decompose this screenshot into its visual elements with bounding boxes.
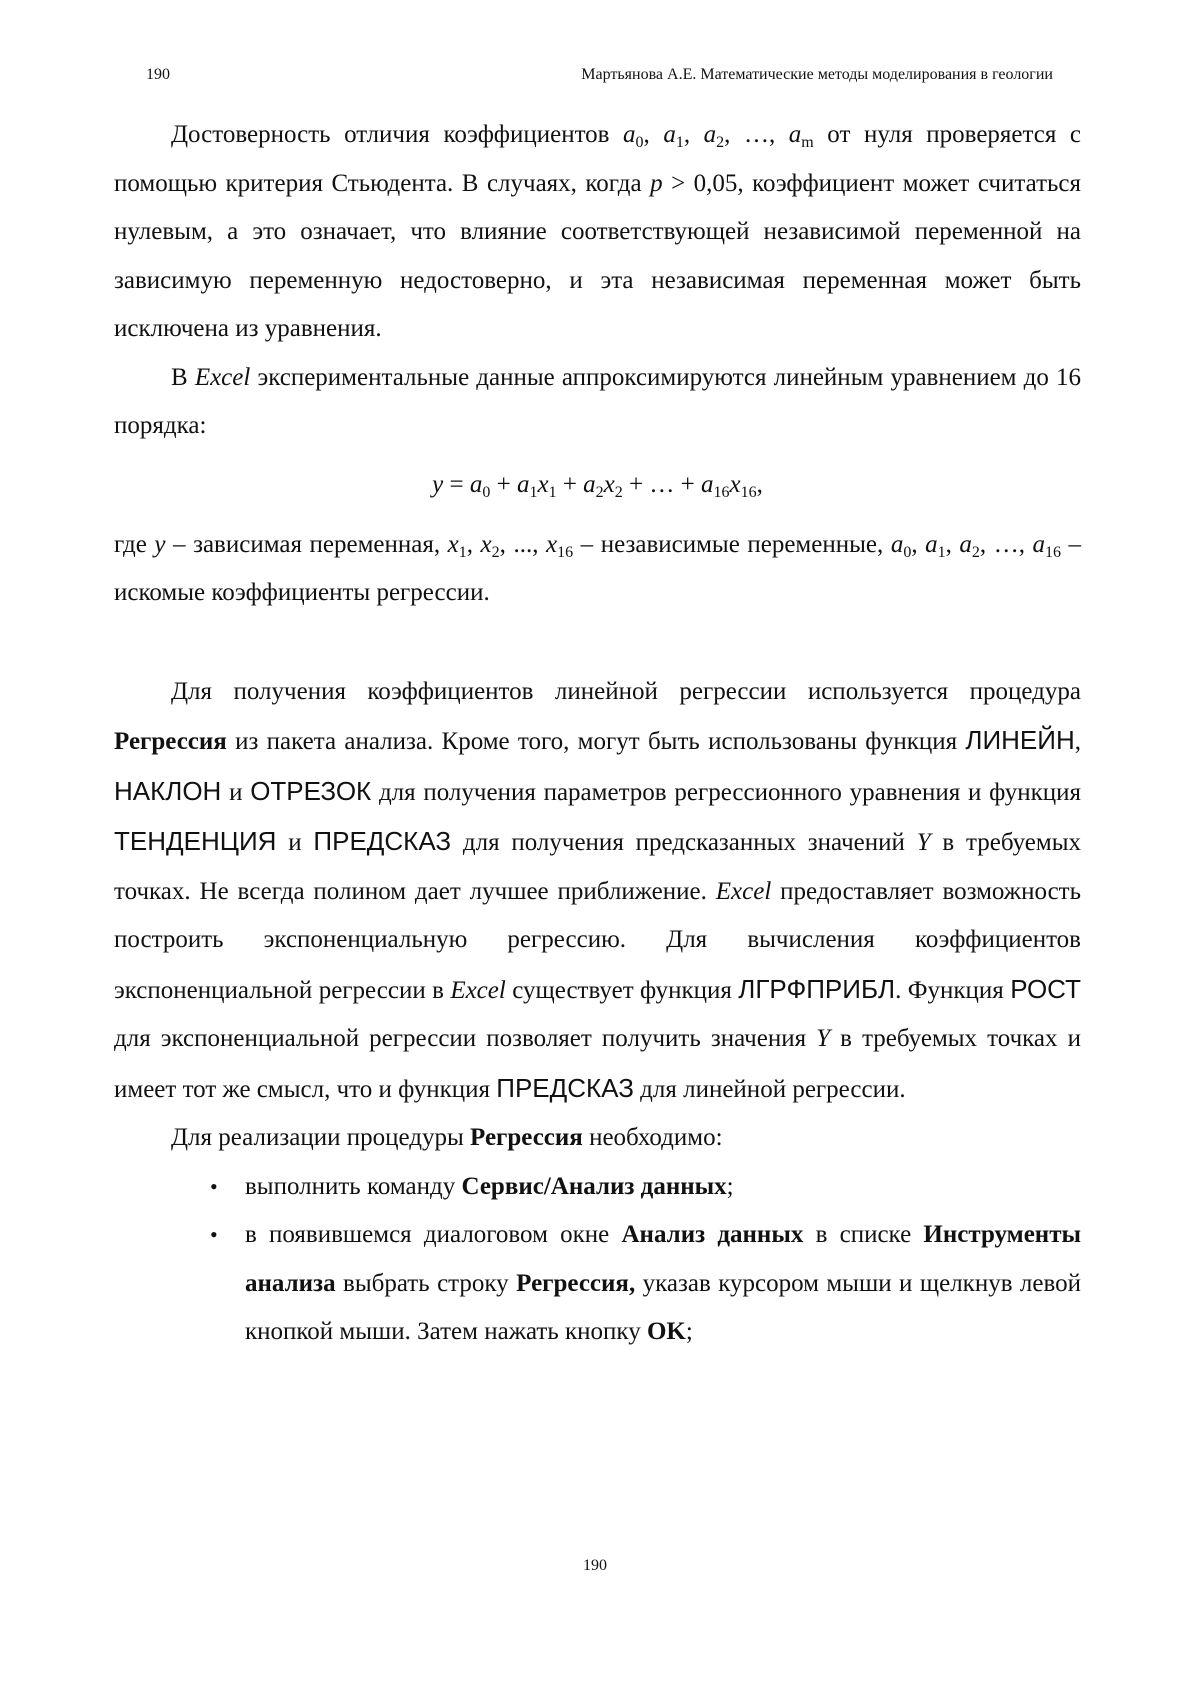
paragraph-regression-functions: Для получения коэффициентов линейной регрессии используется процедура Регрессия из пакета анализа. Кроме того, могут быть использованы функция ЛИНЕЙН, НАКЛОН и ОТРЕЗОК для получения параметров регрессионного уравнения и функция ТЕНДЕНЦИЯ и ПРЕДСКАЗ для получения предсказанных значений Y в требуемых точках. Не всегда полином дает лучшее приближение. Excel предоставляет возможность построить экспоненциальную регрессию. Для вычисления коэффициентов экспоненциальной регрессии в Excel существует функция ЛГРФПРИБЛ. Функция РОСТ для экспоненциальной регрессии позволяет получить значения Y в требуемых точках и имеет тот же смысл, что и функция ПРЕДСКАЗ для линейной регрессии. [114, 677, 1082, 1103]
header-page-number: 190 [146, 66, 170, 83]
page-body [114, 111, 1081, 1357]
bullet-marker: • [210, 1222, 218, 1247]
paragraph-significance: Достоверность отличия коэффициентов $a_0$, $a_1$, $a_2$, …, $a_m$ от нуля проверяется с помощью критерия Стьюдента. В случаях, когда p > 0,05, коэффициент может считаться нулевым, а это означает, что влияние соответствующей независимой переменной на зависимую переменную недостоверно, и эта независимая переменная может быть исключена из уравнения. [114, 121, 1081, 342]
steps-list [114, 1163, 1081, 1357]
list-item: • выполнить команду Сервис/Анализ данных; [114, 1163, 1081, 1212]
paragraph-procedure-intro: Для реализации процедуры Регрессия необходимо: [171, 1124, 723, 1151]
running-title: Мартьянова А.Е. Математические методы моделирования в геологии [581, 66, 1053, 83]
bullet-marker: • [210, 1173, 218, 1199]
paragraph-gap [114, 618, 1081, 668]
paragraph-formula-legend: где y – зависимая переменная, $x_1$, $x_2$, ..., $x_{16}$ – независимые переменные, $a_0$, $a_1$, $a_2$, …, $a_{16}$ – искомые коэффициенты регрессии. [114, 530, 1082, 606]
regression-formula: $y = a_0 + a_1x_1 + a_2x_2$ + … + $a_{16}x_{16}$, [432, 470, 763, 501]
paragraph-excel-approximation: В Excel экспериментальные данные аппроксимируются линейным уравнением до 16 порядка: [114, 363, 1081, 439]
list-item: • в появившемся диалоговом окне Анализ данных в списке Инструменты анализа выбрать строку Регрессия, указав курсором мыши и щелкнув левой кнопкой мыши. Затем нажать кнопку OK; [114, 1211, 1081, 1357]
footer-page-number: 190 [583, 1557, 607, 1574]
